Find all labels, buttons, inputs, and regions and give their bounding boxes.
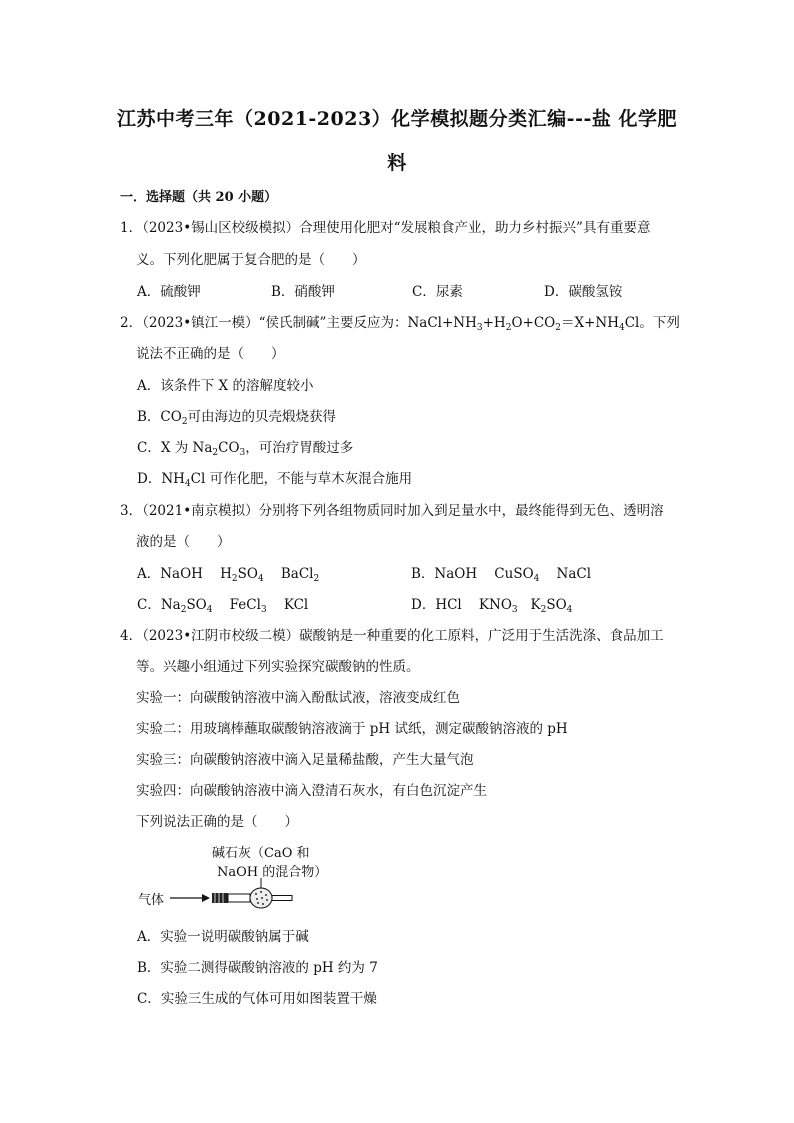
question-4-option-c: C．实验三生成的气体可用如图装置干燥 — [137, 991, 377, 1007]
question-4-ask: 下列说法正确的是（ ） — [136, 814, 298, 830]
question-3-line2: 液的是（ ） — [136, 534, 231, 550]
question-3-line1: 3．（2021•南京模拟）分别将下列各组物质同时加入到足量水中，最终能得到无色、透明溶 — [120, 503, 664, 519]
question-3-option-d: D．HCl $KNO_3$ $K_2SO_4$ — [411, 597, 573, 615]
question-4-line2: 等。兴趣小组通过下列实验探究碳酸钠的性质。 — [136, 659, 420, 675]
question-2-line1: 2．（2023•镇江一模）“侯氏制碱”主要反应为：$NaCl+NH_3+H_2O+CO_2=X+NH_4Cl$。下列 — [120, 315, 680, 333]
figure-label-line1: 碱石灰（CaO 和 — [212, 846, 310, 861]
question-1-line2: 义。下列化肥属于复合肥的是（ ） — [136, 252, 366, 268]
question-1-line1: 1．（2023•锡山区校级模拟）合理使用化肥对“发展粮食产业，助力乡村振兴”具有重要意 — [120, 220, 651, 236]
question-3-option-b: B．NaOH CuSO$_4$ NaCl — [411, 566, 592, 584]
drying-tube-figure — [138, 838, 358, 918]
question-1-option-d: D．碳酸氢铵 — [544, 284, 623, 300]
figure-label-line2: NaOH 的混合物） — [217, 865, 328, 880]
question-4-option-b: B．实验二测得碳酸钠溶液的 pH 约为 7 — [137, 960, 378, 976]
figure-gas-label: 气体 — [138, 893, 165, 908]
experiment-4-text: 实验四：向碳酸钠溶液中滴入澄清石灰水，有白色沉淀产生 — [136, 783, 487, 799]
experiment-2-text: 实验二：用玻璃棒蘸取碳酸钠溶液滴于 pH 试纸，测定碳酸钠溶液的 pH — [136, 721, 568, 737]
question-4-line1: 4．（2023•江阴市校级二模）碳酸钠是一种重要的化工原料，广泛用于生活洗涤、食品加工 — [120, 628, 664, 644]
experiment-1-text: 实验一：向碳酸钠溶液中滴入酚酞试液，溶液变成红色 — [136, 690, 460, 706]
document-title-line2: 料 — [387, 152, 407, 174]
question-2-option-c: C．X 为 $Na_2CO_3$，可治疗胃酸过多 — [137, 440, 354, 458]
question-3-option-c: C．$Na_2SO_4$ FeCl$_3$ KCl — [137, 597, 309, 615]
question-2-option-b: B．$CO_2$可由海边的贝壳煅烧获得 — [137, 409, 337, 427]
experiment-3-text: 实验三：向碳酸钠溶液中滴入足量稀盐酸，产生大量气泡 — [136, 752, 474, 768]
question-4-option-a: A．实验一说明碳酸钠属于碱 — [137, 929, 309, 945]
question-2-line2: 说法不正确的是（ ） — [136, 346, 285, 362]
question-2-option-a: A．该条件下 X 的溶解度较小 — [137, 378, 314, 394]
question-3-option-a: A．NaOH $H_2SO_4$ BaCl$_2$ — [137, 566, 320, 584]
question-2-option-d: D．$NH_4Cl$ 可作化肥，不能与草木灰混合施用 — [137, 471, 413, 489]
question-1-option-b: B．硝酸钾 — [271, 284, 335, 300]
document-title-line1: 江苏中考三年（2021-2023）化学模拟题分类汇编---盐 化学肥 — [117, 108, 677, 130]
section-header: 一．选择题（共 20 小题） — [120, 190, 278, 205]
question-1-option-a: A．硫酸钾 — [137, 284, 201, 300]
question-1-option-c: C．尿素 — [412, 284, 463, 300]
drying-tube-drawing — [138, 838, 358, 918]
